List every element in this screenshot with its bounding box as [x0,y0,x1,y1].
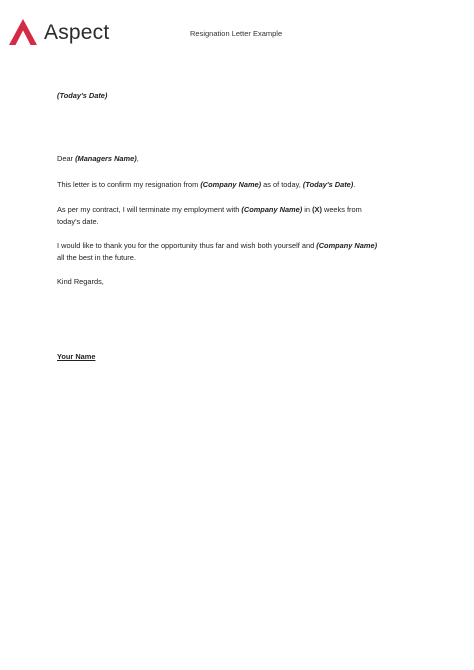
p1-text-3: . [353,180,356,189]
company-name-placeholder: (Company Name) [200,180,262,189]
p2-text-3: weeks from [321,205,362,214]
paragraph-resignation [57,179,355,191]
aspect-logo-icon [8,18,38,46]
p1-text-1: This letter is to confirm my resignation from [57,180,201,189]
p2-text-1: As per my contract, I will terminate my employment with [57,205,242,214]
aspect-logo [8,18,109,46]
document-title: Resignation Letter Example [190,29,283,38]
p1-text-2: as of today, [261,180,303,189]
p2-line-2: today's date. [57,216,99,226]
todays-date-placeholder: (Today's Date) [57,91,108,100]
salutation-prefix: Dear [57,154,76,163]
logo-text: Aspect [44,20,110,44]
date-line [57,90,107,102]
p3-text-1: I would like to thank you for the opportunity thus far and wish both yourself and [57,241,317,250]
company-name-placeholder: (Company Name) [316,241,378,250]
todays-date-placeholder: (Today's Date) [302,180,354,189]
closing: Kind Regards, [57,277,104,286]
paragraph-contract [57,204,362,227]
signature [57,351,95,363]
paragraph-thanks [57,240,377,263]
p2-text-2: in [302,205,313,214]
p3-line-2: all the best in the future. [57,252,136,262]
company-name-placeholder: (Company Name) [241,205,303,214]
weeks-placeholder: (X) [312,205,322,214]
salutation-suffix: , [136,154,139,163]
your-name-placeholder: Your Name [57,352,96,361]
salutation [57,153,139,165]
managers-name-placeholder: (Managers Name) [75,154,137,163]
